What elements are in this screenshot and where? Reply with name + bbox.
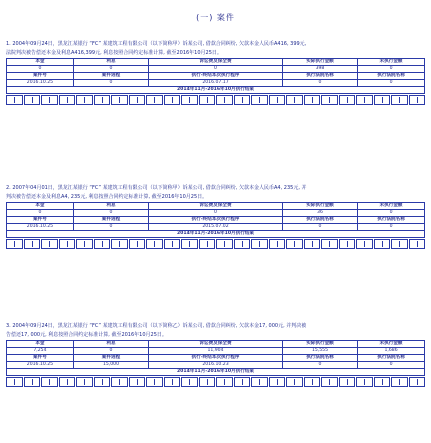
timeline-tick [251,377,268,387]
table-cell: 0 [73,210,148,217]
table-footer: 2014年11月-2016年10月执行结案 [7,87,425,94]
timeline-tick [216,239,233,249]
case-section-2 [6,184,425,249]
timeline-tick [321,239,338,249]
timeline-tick [216,95,233,105]
table-cell: 执行-终结本次执行程序 [149,73,283,80]
timeline-tick [304,239,321,249]
table-cell: 7,254 [7,348,74,355]
table-cell: 执行-终结本次执行程序 [149,355,283,362]
timeline-tick [356,377,373,387]
case-table [6,58,425,94]
timeline-tick [356,239,373,249]
timeline-tick [6,95,23,105]
timeline-tick [41,95,58,105]
timeline-tick [146,95,163,105]
table-cell: 0 [358,66,425,73]
timeline-tick [286,377,303,387]
timeline-tick [24,95,41,105]
table-cell: 2016.07.17 [149,80,283,87]
table-cell: 实际执行金额 [282,59,357,66]
table-cell: 执行法院名称 [358,73,425,80]
table-cell: 未执行金额 [358,341,425,348]
timeline-tick [321,95,338,105]
timeline-strip [6,239,425,249]
table-cell: 执行法院名称 [282,355,357,362]
case-text-line: 法院判决被告偿还本金及利息A416,399元, 利息按照合同约定标准计算, 截至2016年10月25日。 [6,50,222,56]
table-cell: 未执行金额 [358,203,425,210]
timeline-tick [251,95,268,105]
timeline-tick [111,239,128,249]
timeline-tick [129,95,146,105]
timeline-tick [251,239,268,249]
timeline-strip [6,377,425,387]
timeline-tick [181,95,198,105]
timeline-tick [286,239,303,249]
timeline-tick [41,239,58,249]
table-cell: 0 [282,80,357,87]
timeline-tick [234,377,251,387]
timeline-tick [181,239,198,249]
table-cell: 0 [282,224,357,231]
timeline-tick [76,95,93,105]
table-cell: 36 [282,210,357,217]
timeline-tick [199,95,216,105]
timeline-tick [111,377,128,387]
timeline-strip [6,95,425,105]
timeline-tick [181,377,198,387]
table-cell: 本金 [7,341,74,348]
table-cell: 案件号 [7,217,74,224]
table-cell: 本金 [7,59,74,66]
table-cell: 实际执行金额 [282,203,357,210]
table-cell: 执行法院名称 [358,355,425,362]
case-text-line: 告偿还17, 000元, 利息按照合同约定标准计算, 截至2016年10月25日。 [6,332,167,338]
case-text-line: 判决被告偿还本金及利息A4, 235元, 利息按照合同约定标准计算, 截至2016年10月25日。 [6,194,208,200]
timeline-tick [6,377,23,387]
table-cell: 执行法院名称 [282,73,357,80]
table-cell: 0 [149,210,283,217]
timeline-tick [76,239,93,249]
table-cell: 398 [282,66,357,73]
table-footer: 2014年11月-2016年10月执行结案 [7,231,425,238]
timeline-tick [374,377,391,387]
table-cell: 0 [149,66,283,73]
table-cell: 实际执行金额 [282,341,357,348]
case-text-line: 3. 2004年09月24日，黑龙江某银行 “FC” 某建筑工程有限公司（以下简称乙）诉某公司, 借款合同纠纷, 欠款本金17, 000元, 并判决被 [6,323,307,329]
timeline-tick [59,239,76,249]
timeline-tick [269,95,286,105]
timeline-tick [164,239,181,249]
table-cell: 执行法院名称 [282,217,357,224]
table-cell: 利息 [73,59,148,66]
table-cell: 执行法院名称 [358,217,425,224]
timeline-tick [321,377,338,387]
table-cell: 未执行金额 [358,59,425,66]
timeline-tick [146,239,163,249]
table-cell: 2015.07.02 [149,224,283,231]
table-cell: 2016.10.25 [7,362,74,369]
table-cell: 案件进程 [73,355,148,362]
timeline-tick [6,239,23,249]
table-cell: 利息 [73,341,148,348]
table-cell: 0 [73,80,148,87]
table-cell: 诉讼费及保全费 [149,59,283,66]
timeline-tick [94,95,111,105]
timeline-tick [391,95,408,105]
timeline-tick [164,377,181,387]
case-text-line: 2. 2007年04月01日，黑龙江某银行 “FC” 某建筑工程有限公司（以下简称甲）诉某公司, 借款合同纠纷, 欠款本金人民币A4, 235元, 并 [6,185,307,191]
table-cell: 2016.10.25 [7,224,74,231]
table-cell: 案件号 [7,355,74,362]
timeline-tick [286,95,303,105]
page-title: (一) 案件 [196,13,235,22]
table-cell: 15,555 [282,348,357,355]
table-cell: 11,904 [149,348,283,355]
timeline-tick [199,377,216,387]
table-cell: 执行-终结本次执行程序 [149,217,283,224]
table-cell: 15,000 [73,362,148,369]
table-cell: 利息 [73,203,148,210]
timeline-tick [234,95,251,105]
timeline-tick [199,239,216,249]
timeline-tick [269,377,286,387]
timeline-tick [409,377,426,387]
table-cell: 诉讼费及保全费 [149,341,283,348]
table-cell: 0 [73,66,148,73]
timeline-tick [374,239,391,249]
table-cell: 0 [73,224,148,231]
timeline-tick [146,377,163,387]
table-cell: 案件进程 [73,73,148,80]
timeline-tick [304,377,321,387]
table-cell: 本金 [7,203,74,210]
table-cell: 2016.10.25 [7,80,74,87]
timeline-tick [129,377,146,387]
case-section-1 [6,40,425,105]
timeline-tick [94,239,111,249]
table-cell: 0 [7,210,74,217]
timeline-tick [339,95,356,105]
case-table [6,202,425,238]
timeline-tick [76,377,93,387]
table-cell: 案件号 [7,73,74,80]
timeline-tick [234,239,251,249]
timeline-tick [409,95,426,105]
timeline-tick [41,377,58,387]
timeline-tick [94,377,111,387]
timeline-tick [24,377,41,387]
timeline-tick [24,239,41,249]
table-cell: 1,686 [358,348,425,355]
table-cell: 0 [358,362,425,369]
case-text-line: 1. 2004年09月24日，黑龙江某银行 “FC” 某建筑工程有限公司（以下简称甲）诉某公司, 借款合同纠纷, 欠款本金人民币A416, 399元, [6,41,307,47]
timeline-tick [391,239,408,249]
case-table [6,340,425,376]
table-cell: 0 [358,224,425,231]
timeline-tick [339,377,356,387]
table-cell: 0 [73,348,148,355]
timeline-tick [304,95,321,105]
timeline-tick [356,95,373,105]
table-cell: 0 [358,210,425,217]
timeline-tick [59,95,76,105]
timeline-tick [111,95,128,105]
timeline-tick [269,239,286,249]
timeline-tick [164,95,181,105]
case-section-3 [6,322,425,387]
table-cell: 2016.10.23 [149,362,283,369]
table-cell: 案件进程 [73,217,148,224]
timeline-tick [391,377,408,387]
table-cell: 0 [282,362,357,369]
table-footer: 2014年11月-2016年10月执行结案 [7,369,425,376]
timeline-tick [339,239,356,249]
timeline-tick [374,95,391,105]
table-cell: 诉讼费及保全费 [149,203,283,210]
timeline-tick [129,239,146,249]
table-cell: 0 [358,80,425,87]
timeline-tick [409,239,426,249]
table-cell: 0 [7,66,74,73]
timeline-tick [59,377,76,387]
timeline-tick [216,377,233,387]
